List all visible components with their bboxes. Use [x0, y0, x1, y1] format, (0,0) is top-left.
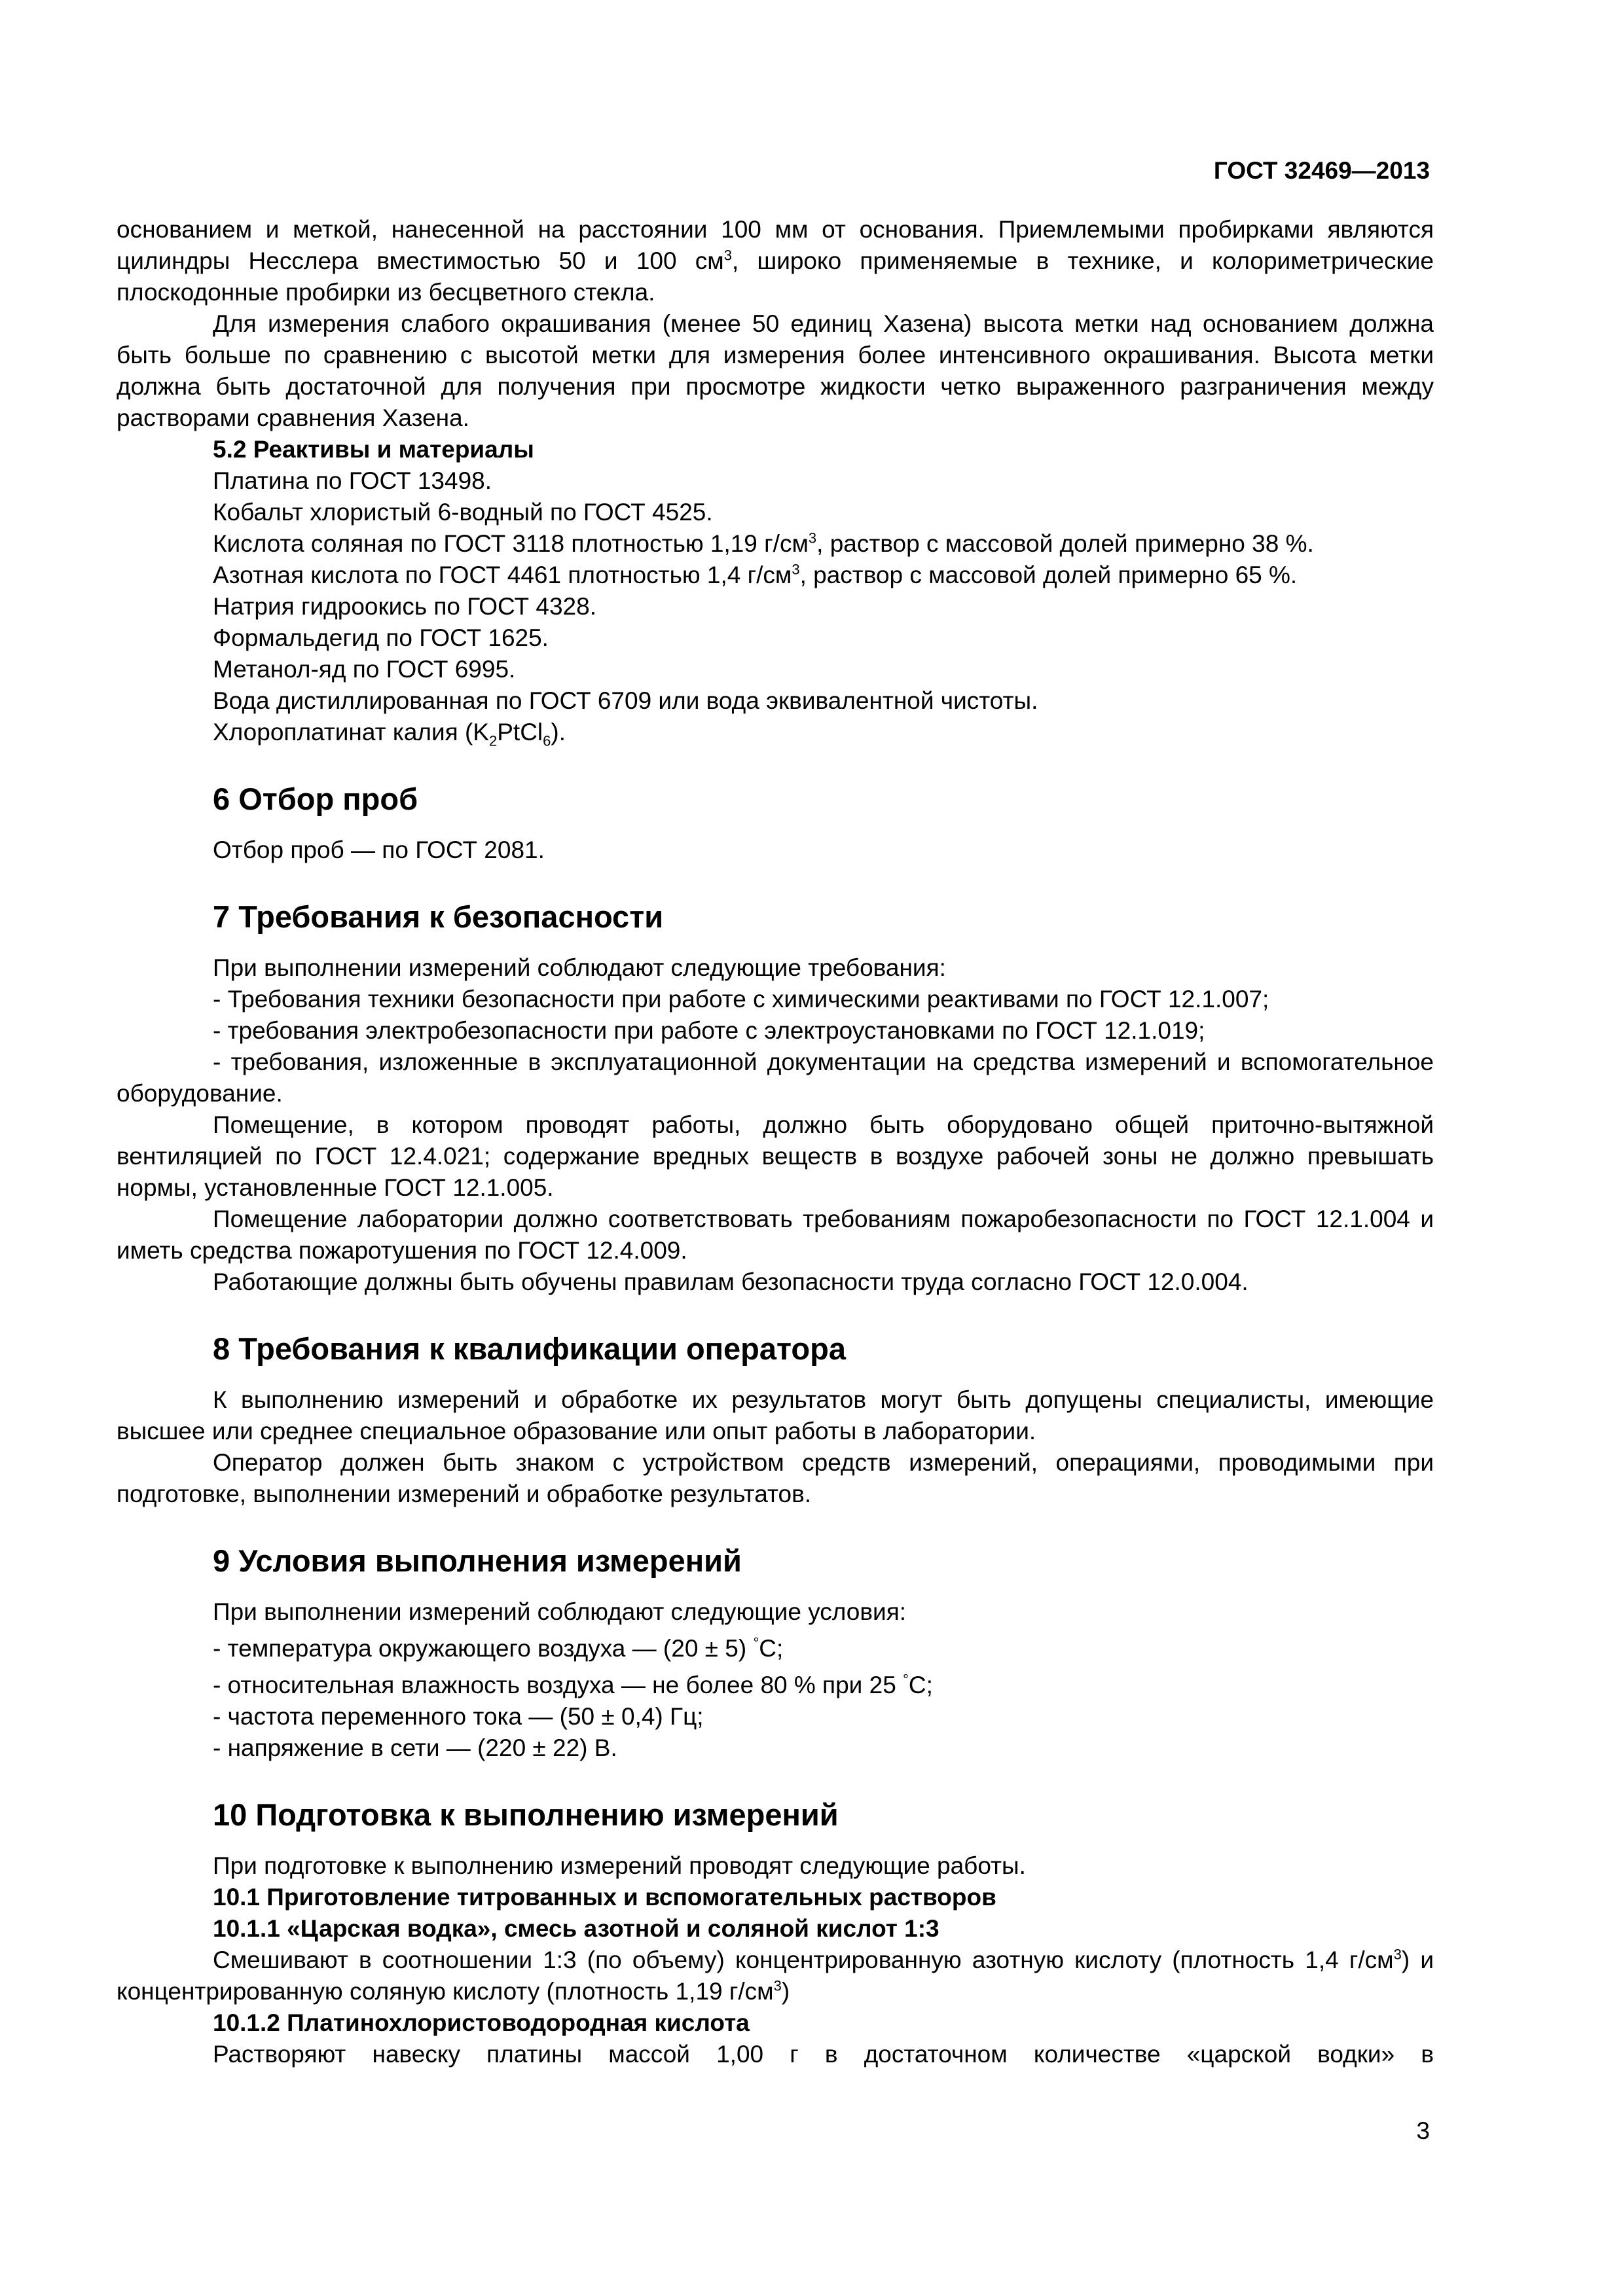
paragraph: Отбор проб — по ГОСТ 2081. — [213, 836, 545, 863]
paragraph-continuation: основанием и меткой, нанесенной на расстоянии 100 мм от основания. Приемлемыми пробирками являются цилиндры Несслера вместимостью 50 и 100 $см^3$, широко применяемые в технике, и колориметрические плоскодонные пробирки из бесцветного стекла. — [117, 216, 1434, 306]
document-body — [117, 214, 1434, 2070]
reagent-item: Вода дистиллированная по ГОСТ 6709 или вода эквивалентной чистоты. — [213, 687, 1038, 714]
list-item: - относительная влажность воздуха — не более 80 % при 25 °С; — [213, 1671, 933, 1698]
paragraph: К выполнению измерений и обработке их результатов могут быть допущены специалисты, имеющие высшее или среднее специальное образование или опыт работы в лаборатории. — [117, 1386, 1434, 1444]
paragraph: Помещение лаборатории должно соответствовать требованиям пожаробезопасности по ГОСТ 12.1.004 и иметь средства пожаротушения по ГОСТ 12.4.009. — [117, 1206, 1434, 1264]
paragraph: Оператор должен быть знаком с устройством средств измерений, операциями, проводимыми при подготовке, выполнении измерений и обработке результатов. — [117, 1449, 1434, 1507]
reagent-item: Кислота соляная по ГОСТ 3118 плотностью 1,19 $г/см^3$, раствор с массовой долей примерно 38 %. — [213, 529, 1314, 557]
reagent-item: Хлороплатинат калия $(K_2PtCl_6)$. — [213, 719, 566, 749]
list-item: - напряжение в сети — (220 ± 22) В. — [213, 1734, 617, 1761]
reagent-item: Формальдегид по ГОСТ 1625. — [213, 624, 549, 651]
paragraph-mark-height: Для измерения слабого окрашивания (менее 50 единиц Хазена) высота метки над основанием должна быть больше по сравнению с высотой метки для измерения более интенсивного окрашивания. Высота метки должна быть достаточной для получения при просмотре жидкости четко выраженного разграничения между растворами сравнения Хазена. — [117, 310, 1434, 431]
paragraph: Работающие должны быть обучены правилам безопасности труда согласно ГОСТ 12.0.004. — [213, 1268, 1249, 1295]
subsection-title-10-1-1: 10.1.1 «Царская водка», смесь азотной и соляной кислот 1:3 — [213, 1915, 939, 1942]
list-item: - требования, изложенные в эксплуатационной документации на средства измерений и вспомогательное оборудование. — [117, 1049, 1434, 1107]
paragraph: Растворяют навеску платины массой 1,00 г в достаточном количестве «царской водки» в — [213, 2041, 1434, 2068]
document-code: ГОСТ 32469—2013 — [1213, 157, 1430, 184]
paragraph: При подготовке к выполнению измерений проводят следующие работы. — [213, 1852, 1026, 1879]
section-heading-10: 10 Подготовка к выполнению измерений — [213, 1797, 839, 1832]
section-heading-6: 6 Отбор проб — [213, 781, 418, 816]
section-heading-9: 9 Условия выполнения измерений — [213, 1543, 742, 1578]
reagent-item: Натрия гидроокись по ГОСТ 4328. — [213, 593, 596, 620]
reagent-item: Азотная кислота по ГОСТ 4461 плотностью 1,4 $г/см^3$, раствор с массовой долей примерно 65 %. — [213, 561, 1298, 588]
reagent-item: Метанол-яд по ГОСТ 6995. — [213, 656, 516, 683]
subsection-title-10-1: 10.1 Приготовление титрованных и вспомогательных растворов — [213, 1884, 996, 1910]
subsection-title-10-1-2: 10.1.2 Платинохлористоводородная кислота — [213, 2009, 750, 2036]
list-item: - Требования техники безопасности при работе с химическими реактивами по ГОСТ 12.1.007; — [213, 986, 1269, 1013]
list-item: - частота переменного тока — (50 ± 0,4) Гц; — [213, 1703, 704, 1730]
paragraph: Смешивают в соотношении 1:3 (по объему) концентрированную азотную кислоту (плотность 1,4 $г/см^3$) и концентрированную соляную кислоту (плотность 1,19 $г/см^3$) — [117, 1946, 1434, 2005]
reagent-item: Кобальт хлористый 6-водный по ГОСТ 4525. — [213, 499, 713, 526]
subsection-title-5-2: 5.2 Реактивы и материалы — [213, 436, 534, 463]
page-number: 3 — [1416, 2117, 1430, 2144]
section-heading-7: 7 Требования к безопасности — [213, 899, 664, 934]
reagent-item: Платина по ГОСТ 13498. — [213, 467, 492, 494]
section-heading-8: 8 Требования к квалификации оператора — [213, 1331, 846, 1366]
paragraph: Помещение, в котором проводят работы, должно быть оборудовано общей приточно-вытяжной вентиляцией по ГОСТ 12.4.021; содержание вредных веществ в воздухе рабочей зоны не должно превышать нормы, установленные ГОСТ 12.1.005. — [117, 1111, 1434, 1201]
paragraph: При выполнении измерений соблюдают следующие условия: — [213, 1598, 907, 1625]
paragraph: При выполнении измерений соблюдают следующие требования: — [213, 954, 946, 981]
list-item: - требования электробезопасности при работе с электроустановками по ГОСТ 12.1.019; — [213, 1017, 1205, 1044]
list-item: - температура окружающего воздуха — (20 ± 5) °С; — [213, 1634, 784, 1662]
